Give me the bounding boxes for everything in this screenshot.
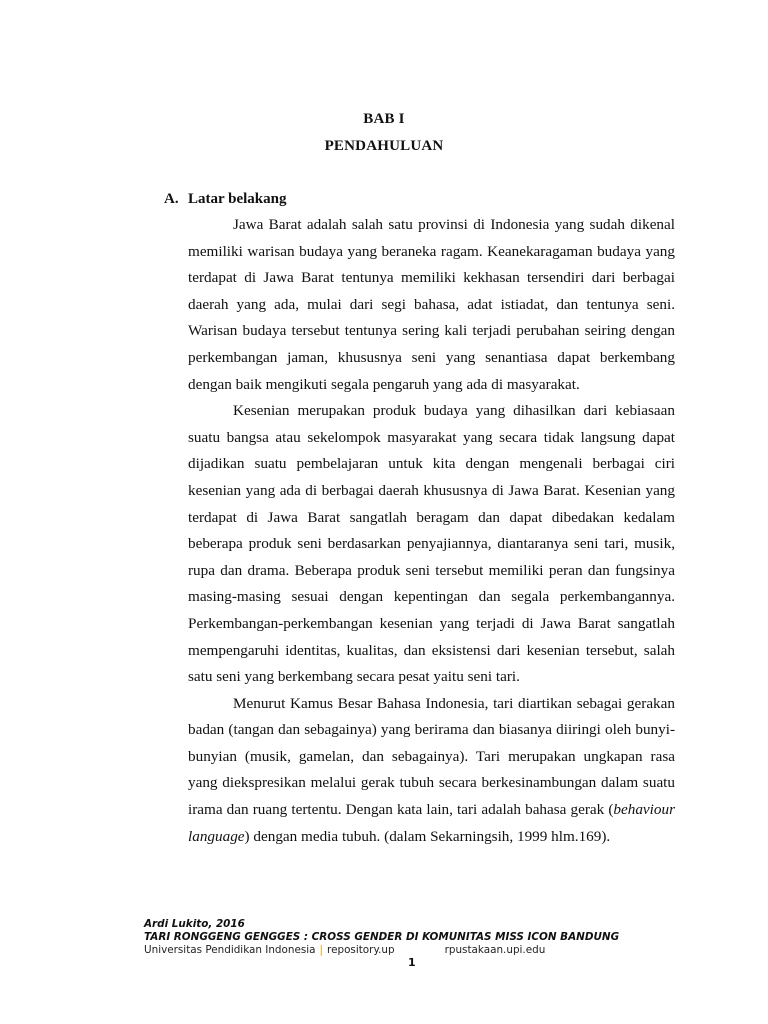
footer-separator: | [319,944,324,956]
page-number: 1 [408,956,416,969]
paragraph-3-text-a: Menurut Kamus Besar Bahasa Indonesia, tari diartikan sebagai gerakan badan (tangan dan sebagainya) yang berirama dan biasanya diiringi oleh bunyi-bunyian (musik, gamelan, dan sebagainya). Tari merupakan ungkapan rasa yang diekspresikan melalui gerak tubuh secara berkesinambungan dalam suatu irama dan ruang tertentu. Dengan kata lain, tari adalah bahasa gerak ( [188,694,675,819]
footer-repository-line [144,944,619,957]
body-text [188,212,675,850]
paragraph-3 [188,691,675,851]
paragraph-3-italic-term: behaviour language [188,801,675,845]
footer-repo-left: repository.up [327,944,395,956]
footer-repo-right: rpustakaan.upi.edu [444,944,546,956]
paragraph-3-text-b: ) dengan media tubuh. (dalam Sekarningsih, 1999 hlm.169). [244,827,611,845]
footer-thesis-title: TARI RONGGENG GENGGES : CROSS GENDER DI KOMUNITAS MISS ICON BANDUNG [144,931,620,943]
paragraph-2: Kesenian merupakan produk budaya yang dihasilkan dari kebiasaan suatu bangsa atau sekelompok masyarakat yang secara tidak langsung dapat dijadikan suatu pembelajaran untuk kita dengan mengenali berbagai ciri kesenian yang ada di berbagai daerah khususnya di Jawa Barat. Kesenian yang terdapat di Jawa Barat sangatlah beragam dan dapat dibedakan kedalam beberapa produk seni berdasarkan penyajiannya, diantaranya seni tari, musik, rupa dan drama. Beberapa produk seni tersebut memiliki peran dan fungsinya masing-masing sesuai dengan kepentingan dan segala perkembangannya. Perkembangan-perkembangan kesenian yang terjadi di Jawa Barat sangatlah mempengaruhi identitas, kualitas, dan eksistensi dari kesenian tersebut, salah satu seni yang berkembang secara pesat yaitu seni tari. [188,402,675,686]
footer-university: Universitas Pendidikan Indonesia [144,944,316,956]
chapter-number: BAB I [363,111,405,127]
section-marker: A. [164,191,179,207]
footer-author: Ardi Lukito, 2016 [144,918,245,930]
section-heading [164,191,287,208]
chapter-title: PENDAHULUAN [324,138,444,154]
paragraph-1: Jawa Barat adalah salah satu provinsi di Indonesia yang sudah dikenal memiliki warisan budaya yang beraneka ragam. Keanekaragaman budaya yang terdapat di Jawa Barat tentunya memiliki kekhasan tersendiri dari berbagai daerah yang ada, mulai dari segi bahasa, adat istiadat, dan tentunya seni. Warisan budaya tersebut tentunya sering kali terjadi perubahan seiring dengan perkembangan jaman, khususnya seni yang senantiasa dapat berkembang dengan baik mengikuti segala pengaruh yang ada di masyarakat. [188,216,675,393]
section-title: Latar belakang [188,191,287,207]
page-footer [144,918,619,957]
